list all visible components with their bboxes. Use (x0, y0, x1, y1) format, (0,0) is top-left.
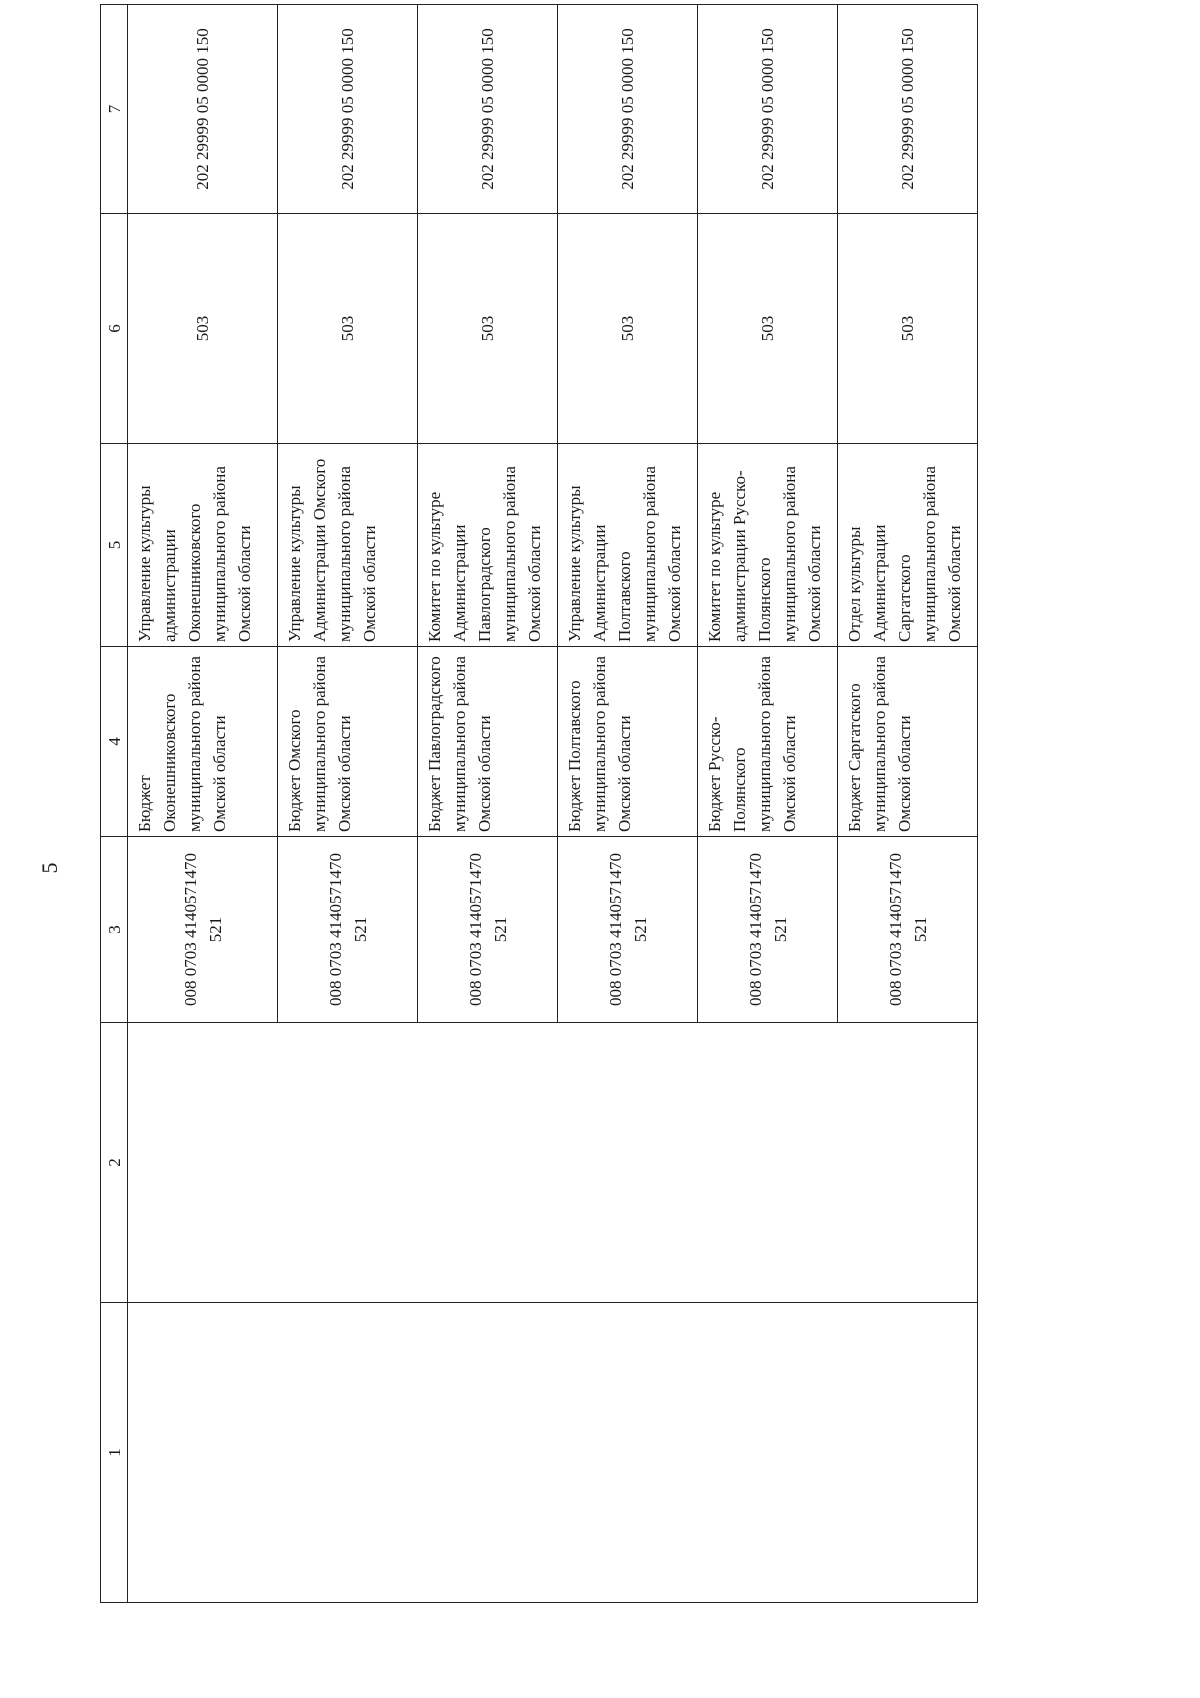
header-col-4: 4 (101, 647, 128, 837)
code-cell: 503 (558, 214, 698, 444)
administrator-cell: Управление культуры администрации Оконешниковского муниципального района Омской области (128, 444, 278, 647)
header-col-7: 7 (101, 5, 128, 214)
cell-col-2 (128, 1023, 978, 1303)
administrator-cell: Отдел культуры Администрации Саргатского муниципального района Омской области (838, 444, 978, 647)
code-cell: 503 (698, 214, 838, 444)
cell-col-1 (128, 1303, 978, 1603)
rotated-table-container (100, 28, 1060, 1603)
administrator-cell: Комитет по культуре Администрации Павлоградского муниципального района Омской области (418, 444, 558, 647)
income-code-cell: 202 29999 05 0000 150 (558, 5, 698, 214)
header-col-6: 6 (101, 214, 128, 444)
income-code-cell: 202 29999 05 0000 150 (698, 5, 838, 214)
budget-cell: Бюджет Полтавского муниципального района Омской области (558, 647, 698, 837)
budget-cell: Бюджет Русско-Полянского муниципального района Омской области (698, 647, 838, 837)
header-row (101, 5, 128, 1603)
income-code-cell: 202 29999 05 0000 150 (418, 5, 558, 214)
distribution-table (100, 4, 978, 1603)
page-number: 5 (37, 862, 62, 874)
budget-cell: Бюджет Саргатского муниципального района Омской области (838, 647, 978, 837)
kbk-cell: 008 0703 4140571470 521 (128, 837, 278, 1023)
kbk-cell: 008 0703 4140571470 521 (418, 837, 558, 1023)
budget-cell: Бюджет Омского муниципального района Омской области (278, 647, 418, 837)
header-col-1: 1 (101, 1303, 128, 1603)
code-cell: 503 (278, 214, 418, 444)
income-code-cell: 202 29999 05 0000 150 (278, 5, 418, 214)
header-col-2: 2 (101, 1023, 128, 1303)
kbk-cell: 008 0703 4140571470 521 (838, 837, 978, 1023)
code-cell: 503 (838, 214, 978, 444)
budget-cell: Бюджет Оконешниковского муниципального района Омской области (128, 647, 278, 837)
table-row (128, 5, 278, 1603)
administrator-cell: Комитет по культуре администрации Русско-Полянского муниципального района Омской области (698, 444, 838, 647)
code-cell: 503 (128, 214, 278, 444)
code-cell: 503 (418, 214, 558, 444)
header-col-5: 5 (101, 444, 128, 647)
income-code-cell: 202 29999 05 0000 150 (838, 5, 978, 214)
administrator-cell: Управление культуры Администрации Омского муниципального района Омской области (278, 444, 418, 647)
header-col-3: 3 (101, 837, 128, 1023)
kbk-cell: 008 0703 4140571470 521 (698, 837, 838, 1023)
kbk-cell: 008 0703 4140571470 521 (278, 837, 418, 1023)
administrator-cell: Управление культуры Администрации Полтавского муниципального района Омской области (558, 444, 698, 647)
budget-cell: Бюджет Павлоградского муниципального района Омской области (418, 647, 558, 837)
income-code-cell: 202 29999 05 0000 150 (128, 5, 278, 214)
kbk-cell: 008 0703 4140571470 521 (558, 837, 698, 1023)
